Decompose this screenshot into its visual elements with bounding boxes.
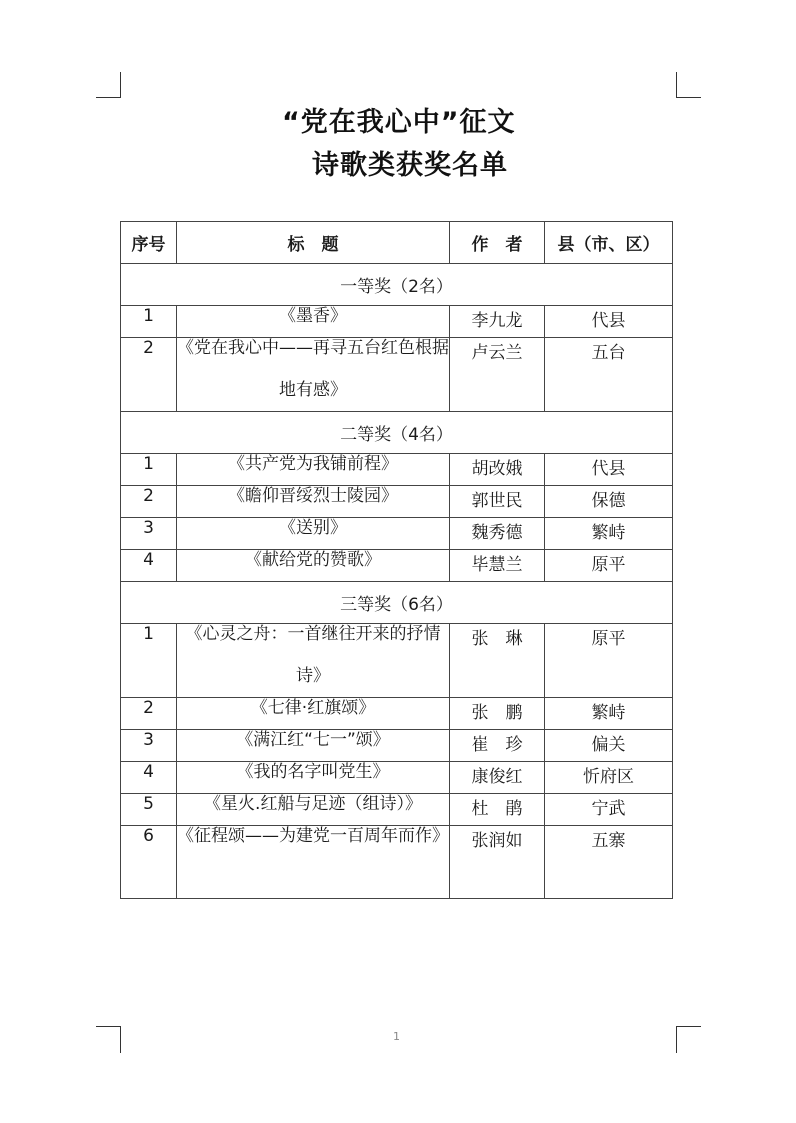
cell-number: 1 (121, 306, 177, 338)
section-label: 二等奖（4名） (121, 412, 673, 454)
cell-number: 4 (121, 550, 177, 582)
cell-number: 2 (121, 486, 177, 518)
cell-county: 原平 (545, 550, 673, 582)
cell-county: 五寨 (545, 826, 673, 899)
cell-county: 保德 (545, 486, 673, 518)
table-row (121, 550, 673, 582)
cell-title: 《瞻仰晋绥烈士陵园》 (177, 486, 450, 518)
awards-table (120, 221, 673, 899)
cell-title: 《党在我心中——再寻五台红色根据地有感》 (177, 338, 450, 412)
cell-title: 《七律·红旗颂》 (177, 698, 450, 730)
section-label: 一等奖（2名） (121, 264, 673, 306)
header-author: 作 者 (450, 222, 545, 264)
section-label: 三等奖（6名） (121, 582, 673, 624)
cell-number: 1 (121, 624, 177, 698)
header-number: 序号 (121, 222, 177, 264)
cell-number: 5 (121, 794, 177, 826)
crop-mark-top-right (676, 72, 701, 98)
cell-title: 《心灵之舟：一首继往开来的抒情诗》 (177, 624, 450, 698)
cell-title: 《星火.红船与足迹（组诗）》 (177, 794, 450, 826)
cell-county: 宁武 (545, 794, 673, 826)
header-title: 标 题 (177, 222, 450, 264)
page-number: 1 (393, 1030, 400, 1043)
cell-number: 3 (121, 518, 177, 550)
cell-author: 康俊红 (450, 762, 545, 794)
cell-number: 2 (121, 698, 177, 730)
cell-county: 繁峙 (545, 698, 673, 730)
cell-title: 《送别》 (177, 518, 450, 550)
cell-title: 《征程颂——为建党一百周年而作》 (177, 826, 450, 899)
cell-number: 2 (121, 338, 177, 412)
cell-title: 《共产党为我铺前程》 (177, 454, 450, 486)
cell-county: 忻府区 (545, 762, 673, 794)
cell-number: 4 (121, 762, 177, 794)
cell-author: 毕慧兰 (450, 550, 545, 582)
table-row (121, 338, 673, 412)
cell-author: 张 鹏 (450, 698, 545, 730)
cell-county: 代县 (545, 306, 673, 338)
cell-number: 1 (121, 454, 177, 486)
cell-county: 代县 (545, 454, 673, 486)
document-subtitle: 诗歌类获奖名单 (312, 150, 508, 181)
cell-author: 张 琳 (450, 624, 545, 698)
cell-title: 《我的名字叫党生》 (177, 762, 450, 794)
cell-author: 胡改娥 (450, 454, 545, 486)
crop-mark-bottom-left (96, 1026, 121, 1053)
crop-mark-top-left (96, 72, 121, 98)
cell-author: 郭世民 (450, 486, 545, 518)
cell-number: 3 (121, 730, 177, 762)
cell-title: 《献给党的赞歌》 (177, 550, 450, 582)
table-header-row (121, 222, 673, 264)
cell-author: 崔 珍 (450, 730, 545, 762)
cell-county: 偏关 (545, 730, 673, 762)
crop-mark-bottom-right (676, 1026, 701, 1053)
cell-author: 卢云兰 (450, 338, 545, 412)
cell-county: 繁峙 (545, 518, 673, 550)
cell-county: 五台 (545, 338, 673, 412)
cell-title: 《满江红“七一”颂》 (177, 730, 450, 762)
header-county: 县（市、区） (545, 222, 673, 264)
document-title: “党在我心中”征文 (282, 107, 516, 138)
cell-title: 《墨香》 (177, 306, 450, 338)
cell-author: 杜 鹃 (450, 794, 545, 826)
cell-author: 张润如 (450, 826, 545, 899)
cell-author: 李九龙 (450, 306, 545, 338)
cell-author: 魏秀德 (450, 518, 545, 550)
table-row (121, 826, 673, 899)
cell-number: 6 (121, 826, 177, 899)
cell-county: 原平 (545, 624, 673, 698)
